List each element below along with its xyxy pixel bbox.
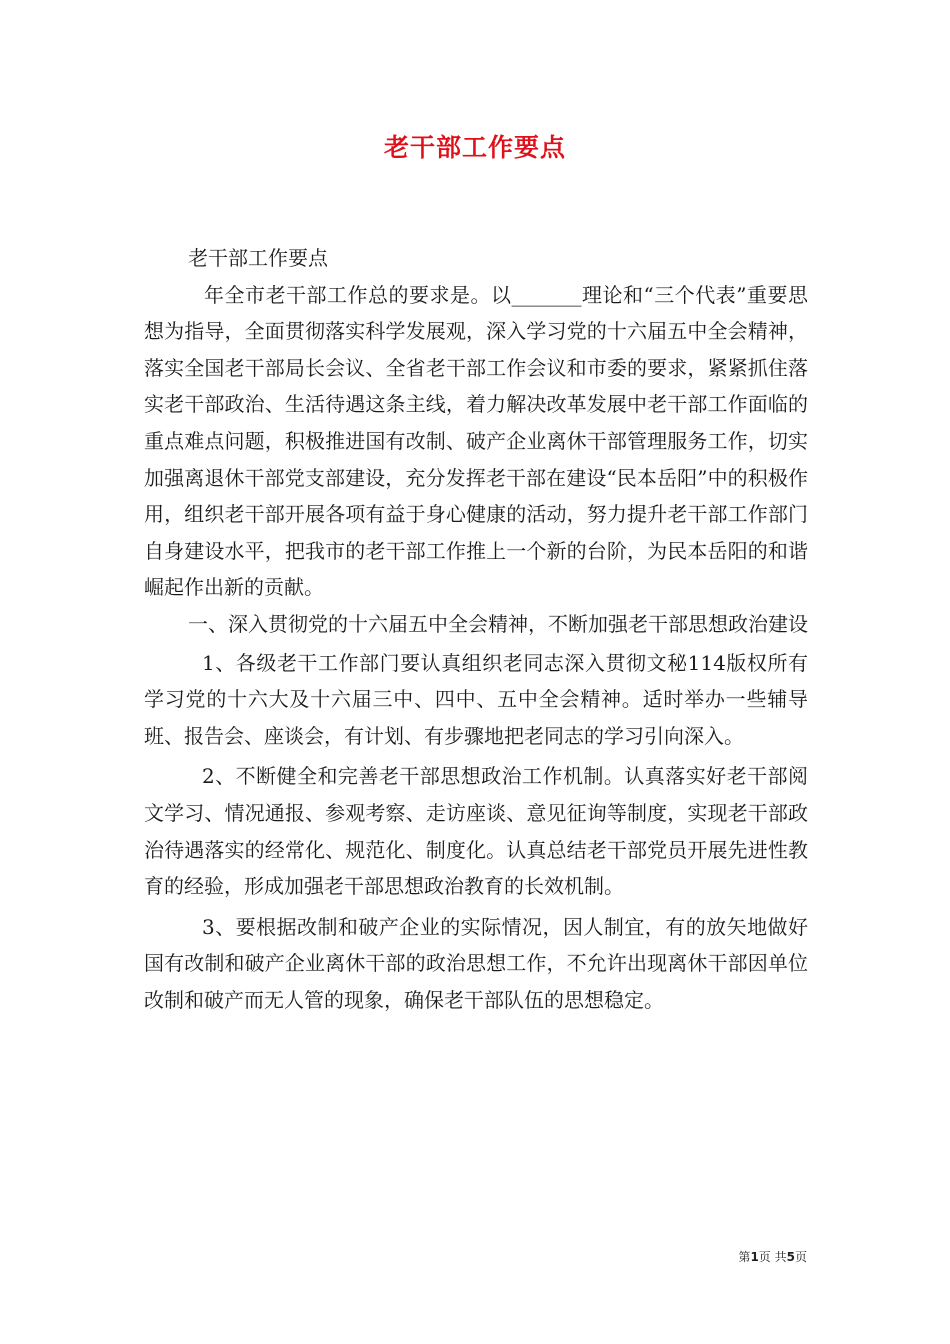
document-title: 老干部工作要点 xyxy=(383,133,566,162)
paragraph-item-3: 3、要根据改制和破产企业的实际情况，因人制宜，有的放矢地做好国有改制和破产企业离休干部的政治思想工作，不允许出现离休干部因单位改制和破产而无人管的现象，确保老干部队伍的思想稳定。 xyxy=(144,914,808,1012)
section-heading-1: 一、深入贯彻党的十六届五中全会精神，不断加强老干部思想政治建设 xyxy=(188,611,808,636)
paragraph-intro: 年全市老干部工作总的要求是。以_______理论和“三个代表”重要思想为指导，全面贯彻落实科学发展观，深入学习党的十六届五中全会精神，落实全国老干部局长会议、全省老干部工作会议和市委的要求，紧紧抓住落实老干部政治、生活待遇这条主线，着力解决改革发展中老干部工作面临的重点难点问题，积极推进国有改制、破产企业离休干部管理服务工作，切实加强离退休干部党支部建设，充分发挥老干部在建设“民本岳阳”中的积极作用，组织老干部开展各项有益于身心健康的活动，努力提升老干部工作部门自身建设水平，把我市的老干部工作推上一个新的台阶，为民本岳阳的和谐崛起作出新的贡献。 xyxy=(144,282,808,600)
document-body xyxy=(144,240,808,1018)
paragraph-item-1: 1、各级老干工作部门要认真组织老同志深入贯彻文秘114版权所有学习党的十六大及十六届三中、四中、五中全会精神。适时举办一些辅导班、报告会、座谈会，有计划、有步骤地把老同志的学习引向深入。 xyxy=(144,650,808,748)
footer-total-pages: 5 xyxy=(786,1250,795,1264)
paragraph-item-2: 2、不断健全和完善老干部思想政治工作机制。认真落实好老干部阅文学习、情况通报、参观考察、走访座谈、意见征询等制度，实现老干部政治待遇落实的经常化、规范化、制度化。认真总结老干部党员开展先进性教育的经验，形成加强老干部思想政治教育的长效机制。 xyxy=(144,764,808,899)
document-subheading: 老干部工作要点 xyxy=(188,246,328,270)
footer-current-page: 1 xyxy=(750,1250,759,1264)
footer-prefix: 第 xyxy=(738,1250,751,1264)
footer-middle: 页 共 xyxy=(758,1250,787,1264)
page-footer xyxy=(738,1248,807,1265)
footer-suffix: 页 xyxy=(794,1250,807,1264)
